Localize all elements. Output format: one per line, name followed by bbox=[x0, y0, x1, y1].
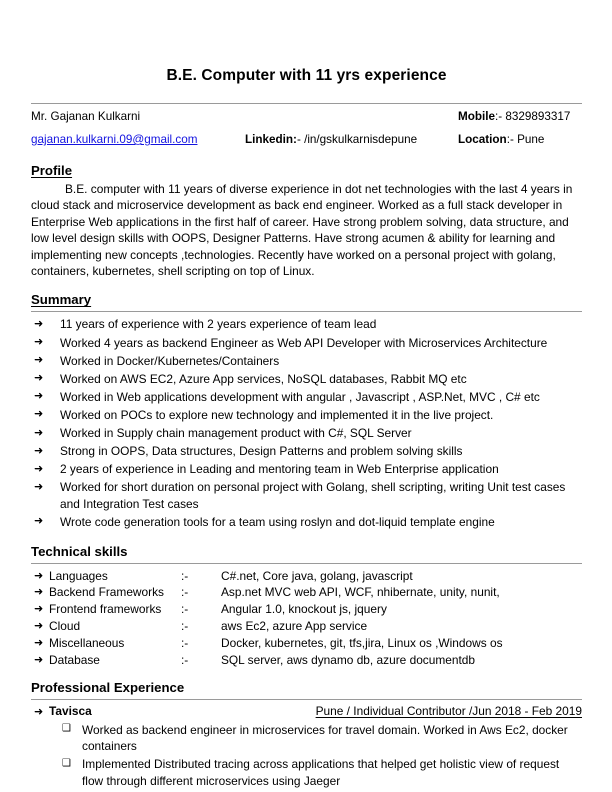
arrow-bullet-icon: ➜ bbox=[34, 389, 44, 403]
title-divider bbox=[31, 103, 582, 104]
technical-skills-heading: Technical skills bbox=[31, 543, 128, 559]
location-field bbox=[458, 130, 544, 150]
arrow-bullet-icon: ➜ bbox=[34, 407, 44, 421]
location-value: :- Pune bbox=[506, 133, 545, 146]
section-summary bbox=[31, 291, 582, 530]
skill-separator: :- bbox=[181, 635, 189, 650]
skill-value: Asp.net MVC web API, WCF, nhibernate, unity, nunit, bbox=[221, 585, 500, 600]
page-content bbox=[31, 0, 582, 790]
skill-value: Angular 1.0, knockout js, jquery bbox=[221, 602, 387, 617]
arrow-bullet-icon: ➜ bbox=[34, 635, 44, 649]
arrow-bullet-icon: ➜ bbox=[34, 585, 44, 599]
list-item bbox=[31, 407, 582, 424]
experience-meta: Pune / Individual Contributor /Jun 2018 - Feb 2019 bbox=[315, 703, 582, 718]
arrow-bullet-icon: ➜ bbox=[34, 618, 44, 632]
skill-separator: :- bbox=[181, 568, 189, 583]
linkedin-field bbox=[245, 130, 417, 150]
arrow-bullet-icon: ➜ bbox=[34, 461, 44, 475]
email-link[interactable]: gajanan.kulkarni.09@gmail.com bbox=[31, 133, 198, 146]
summary-item-text: Strong in OOPS, Data structures, Design Patterns and problem solving skills bbox=[60, 444, 463, 459]
experience-entry bbox=[31, 703, 582, 789]
summary-item-text: Worked on POCs to explore new technology and implemented it in the live project. bbox=[60, 407, 494, 422]
arrow-bullet-icon: ➜ bbox=[34, 514, 44, 528]
skill-separator: :- bbox=[181, 602, 189, 617]
arrow-bullet-icon: ➜ bbox=[34, 443, 44, 457]
skill-label: Frontend frameworks bbox=[49, 602, 162, 617]
summary-item-text: Worked for short duration on personal project with Golang, shell scripting, writing Unit test cases and Integration Test cases bbox=[60, 480, 566, 511]
skill-separator: :- bbox=[181, 652, 189, 667]
experience-divider bbox=[31, 699, 582, 700]
summary-heading: Summary bbox=[31, 292, 92, 308]
experience-point-text: Implemented Distributed tracing across applications that helped get holistic view of request flow through different microservices using Jaeger bbox=[82, 757, 560, 788]
contact-row-name bbox=[31, 107, 582, 127]
experience-entry-header bbox=[31, 703, 582, 720]
list-item bbox=[31, 353, 582, 370]
summary-item-text: Worked on AWS EC2, Azure App services, NoSQL databases, Rabbit MQ etc bbox=[60, 371, 467, 386]
experience-points-list bbox=[31, 722, 582, 789]
arrow-bullet-icon: ➜ bbox=[34, 353, 44, 367]
arrow-bullet-icon: ➜ bbox=[34, 652, 44, 666]
list-item bbox=[31, 514, 582, 531]
summary-item-text: 2 years of experience in Leading and mentoring team in Web Enterprise application bbox=[60, 462, 499, 477]
section-technical-skills bbox=[31, 543, 582, 668]
technical-skills-list bbox=[31, 568, 582, 668]
skill-label: Cloud bbox=[49, 618, 81, 633]
arrow-bullet-icon: ➜ bbox=[34, 568, 44, 582]
experience-point-text: Worked as backend engineer in microservices for travel domain. Worked in Aws Ec2, docker containers bbox=[82, 722, 568, 754]
list-item bbox=[31, 389, 582, 406]
skill-label: Languages bbox=[49, 568, 108, 583]
location-label: Location bbox=[458, 133, 507, 146]
list-item bbox=[31, 722, 582, 755]
arrow-bullet-icon: ➜ bbox=[34, 335, 44, 349]
profile-heading: Profile bbox=[31, 163, 73, 178]
summary-item-text: Worked 4 years as backend Engineer as Web API Developer with Microservices Architecture bbox=[60, 335, 548, 350]
arrow-bullet-icon: ➜ bbox=[34, 316, 44, 330]
list-item bbox=[31, 479, 582, 512]
list-item bbox=[31, 443, 582, 460]
profile-paragraph: B.E. computer with 11 years of diverse experience in dot net technologies with the last 4 years in cloud stack and microservice development as back end engineer. Worked as a full stack developer in Enterprise Web applications in the first half of career. Have strong problem solving, data structure, and low level design skills with OOPS, Designer Patterns. Have strong acumen & ability for learning and implementing new concepts ,technologies. Recently have worked on a personal project with golang, containers, kubernetes, shell scripting on top of Linux. bbox=[31, 182, 573, 279]
section-profile bbox=[31, 162, 582, 279]
skill-row bbox=[31, 568, 582, 584]
company-name: Tavisca bbox=[49, 703, 92, 718]
summary-divider bbox=[31, 311, 582, 312]
skill-label: Backend Frameworks bbox=[49, 585, 164, 600]
summary-item-text: Worked in Supply chain management product with C#, SQL Server bbox=[60, 426, 412, 440]
summary-item-text: Worked in Docker/Kubernetes/Containers bbox=[60, 353, 280, 368]
contact-row-links bbox=[31, 130, 582, 150]
summary-list bbox=[31, 316, 582, 530]
skill-label: Database bbox=[49, 652, 100, 667]
arrow-bullet-icon: ➜ bbox=[34, 704, 44, 718]
mobile-label: Mobile bbox=[458, 110, 496, 123]
technical-skills-divider bbox=[31, 563, 582, 564]
mobile-value: :- 8329893317 bbox=[495, 110, 571, 123]
skill-separator: :- bbox=[181, 585, 189, 600]
skill-value: Docker, kubernetes, git, tfs,jira, Linux os ,Windows os bbox=[221, 635, 503, 650]
skill-separator: :- bbox=[181, 618, 189, 633]
arrow-bullet-icon: ➜ bbox=[34, 479, 44, 493]
skill-row bbox=[31, 584, 582, 600]
contact-block bbox=[31, 107, 582, 150]
summary-item-text: Worked in Web applications development with angular , Javascript , ASP.Net, MVC , C# etc bbox=[60, 389, 540, 404]
square-bullet-icon: ❑ bbox=[62, 723, 71, 735]
list-item bbox=[31, 461, 582, 478]
skill-label: Miscellaneous bbox=[49, 635, 125, 650]
skill-row bbox=[31, 635, 582, 651]
summary-item-text: Wrote code generation tools for a team using roslyn and dot-liquid template engine bbox=[60, 514, 495, 529]
skill-row bbox=[31, 618, 582, 634]
arrow-bullet-icon: ➜ bbox=[34, 425, 44, 439]
mobile-field bbox=[458, 107, 570, 127]
square-bullet-icon: ❑ bbox=[62, 757, 71, 769]
list-item bbox=[31, 335, 582, 352]
section-professional-experience bbox=[31, 679, 582, 789]
skill-value: SQL server, aws dynamo db, azure documentdb bbox=[221, 652, 476, 667]
linkedin-value: - /in/gskulkarnisdepune bbox=[296, 133, 418, 146]
arrow-bullet-icon: ➜ bbox=[34, 371, 44, 385]
linkedin-label: Linkedin: bbox=[245, 133, 297, 146]
summary-item-text: 11 years of experience with 2 years experience of team lead bbox=[60, 317, 377, 332]
arrow-bullet-icon: ➜ bbox=[34, 602, 44, 616]
skill-row bbox=[31, 601, 582, 617]
skill-value: C#.net, Core java, golang, javascript bbox=[221, 568, 413, 583]
list-item bbox=[31, 756, 582, 789]
skill-row bbox=[31, 652, 582, 668]
list-item bbox=[31, 316, 582, 333]
list-item bbox=[31, 371, 582, 388]
experience-heading: Professional Experience bbox=[31, 679, 185, 695]
list-item bbox=[31, 425, 582, 442]
candidate-name: Mr. Gajanan Kulkarni bbox=[31, 110, 141, 123]
skill-value: aws Ec2, azure App service bbox=[221, 618, 368, 633]
document-title: B.E. Computer with 11 yrs experience bbox=[166, 67, 447, 84]
